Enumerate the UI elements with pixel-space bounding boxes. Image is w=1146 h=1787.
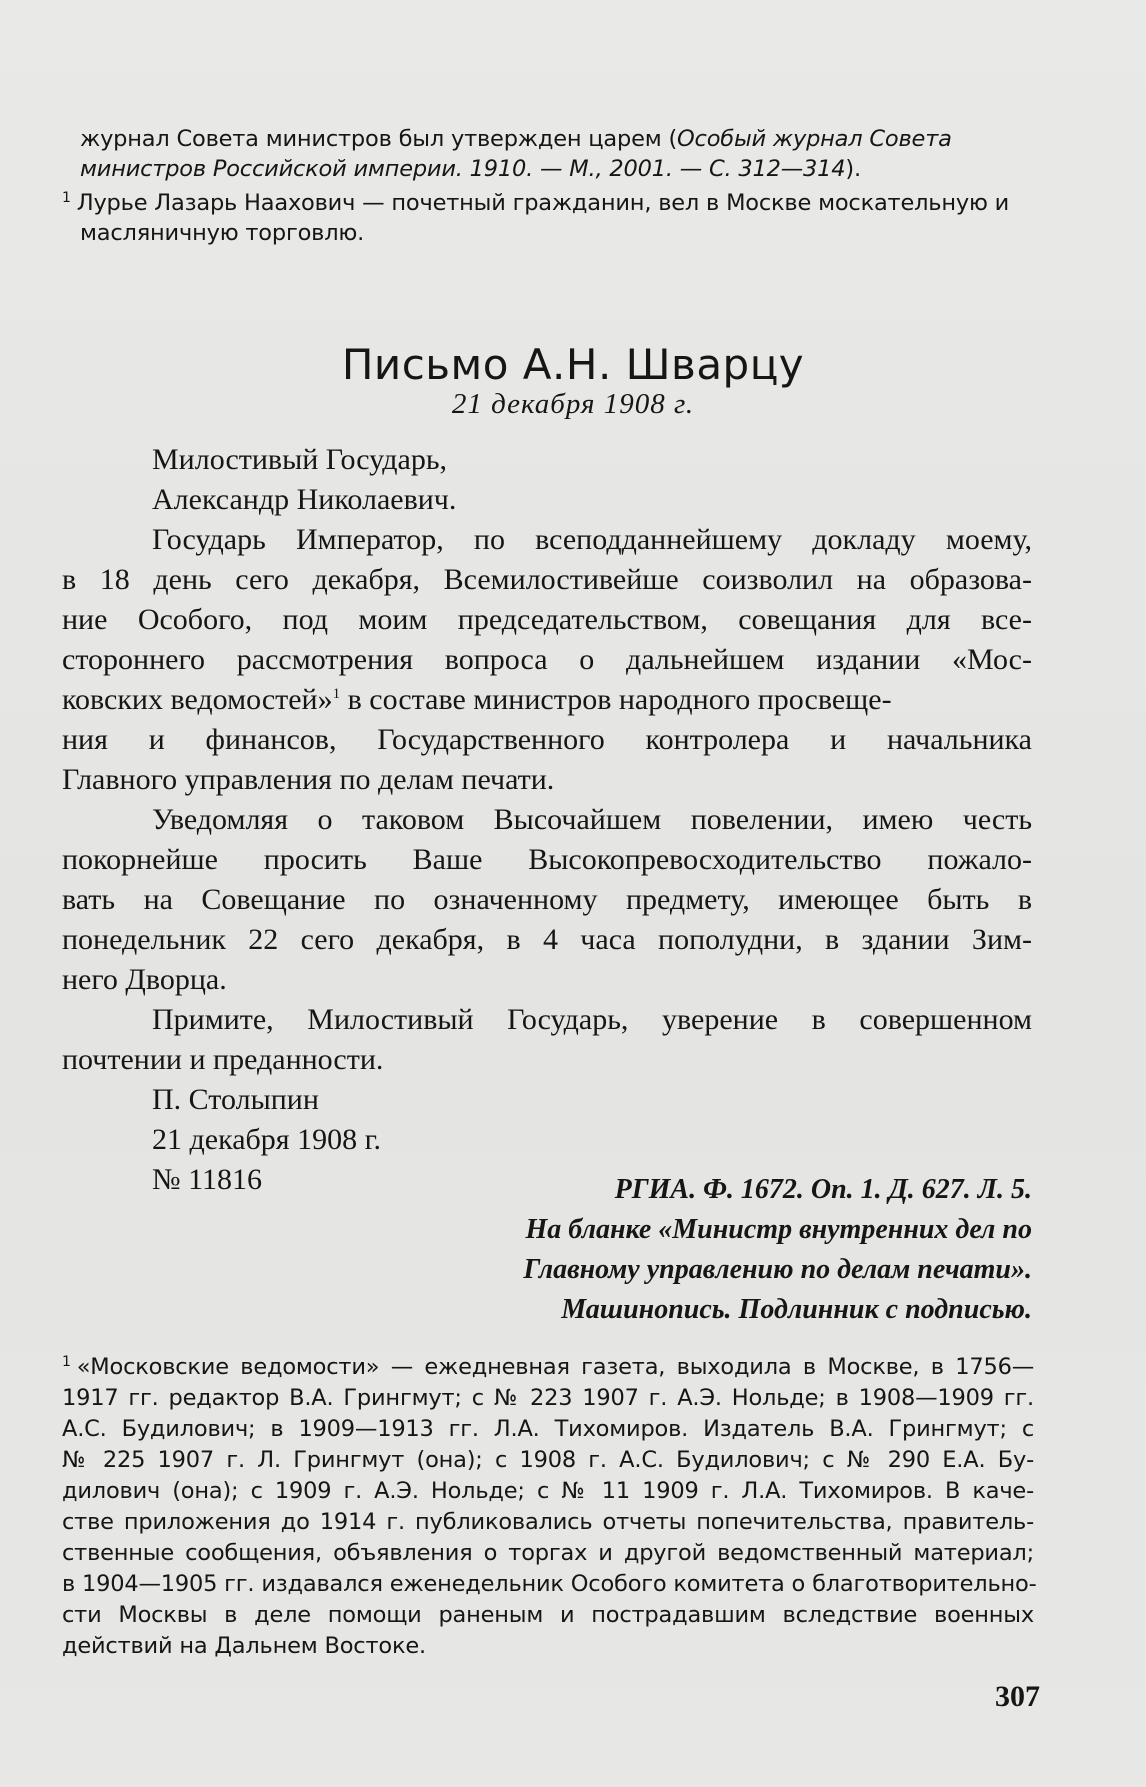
footnote-mark: 1 bbox=[62, 189, 71, 206]
footnote-lurie bbox=[62, 188, 1034, 248]
footnote-line: ственные сообщения, объявления о торгах и другой ведомственный материал; bbox=[62, 1540, 1034, 1566]
body-line: стороннего рассмотрения вопроса о дальнейшем издании «Мос- bbox=[62, 643, 1032, 676]
document-number: № 11816 bbox=[152, 1163, 263, 1196]
footnote-line: № 225 1907 г. Л. Грингмут (она); с 1908 г. А.С. Будилович; с № 290 Е.А. Бу- bbox=[62, 1447, 1034, 1473]
letter-body bbox=[62, 440, 1032, 1200]
footnote-moskovskie-vedomosti bbox=[62, 1352, 1037, 1662]
salutation: Милостивый Государь, bbox=[152, 443, 448, 476]
footnote-line bbox=[62, 188, 1034, 218]
signature-date: 21 декабря 1908 г. bbox=[152, 1123, 381, 1156]
archival-source bbox=[300, 1170, 1032, 1330]
body-line: него Дворца. bbox=[62, 963, 227, 996]
body-line: ния и финансов, Государственного контролера и начальника bbox=[62, 723, 1032, 756]
letterhead-note: На бланке «Министр внутренних дел по bbox=[525, 1214, 1032, 1245]
signature: П. Столыпин bbox=[152, 1083, 319, 1116]
body-line: ние Особого, под моим председательством, совещания для все- bbox=[62, 603, 1032, 636]
body-line: Главного управления по делам печати. bbox=[62, 763, 555, 796]
footnote-line: сти Москвы в деле помощи раненым и пострадавшим вследствие военных bbox=[62, 1602, 1034, 1628]
footnote-line: в 1904—1905 гг. издавался еженедельник Особого комитета о благотворительно- bbox=[62, 1571, 1037, 1597]
continued-footnote bbox=[80, 124, 1030, 184]
body-line: Уведомляя о таковом Высочайшем повелении, имею честь bbox=[152, 803, 1032, 836]
body-line: в 18 день сего декабря, Всемилостивейше соизволил на образова- bbox=[62, 563, 1032, 596]
document-type: Машинопись. Подлинник с подписью. bbox=[561, 1294, 1032, 1325]
letterhead-note: Главному управлению по делам печати». bbox=[523, 1254, 1032, 1285]
footnote-line: действий на Дальнем Востоке. bbox=[62, 1633, 426, 1659]
footnote-text: масляничную торговлю. bbox=[80, 220, 365, 246]
footnote-line: стве приложения до 1914 г. публиковались отчеты попечительства, правитель- bbox=[62, 1509, 1034, 1535]
footnote-citation: Особый журнал Совета bbox=[677, 126, 952, 152]
newspaper-name: ковских ведомостей» bbox=[62, 683, 333, 716]
footnote-citation: министров Российской империи. 1910. — М., 2001. — С. 312—314 bbox=[80, 156, 846, 182]
footnote-reference: 1 bbox=[332, 686, 341, 702]
body-line: почтении и преданности. bbox=[62, 1043, 384, 1076]
footnote-line bbox=[80, 124, 1030, 154]
footnote-line: А.С. Будилович; в 1909—1913 гг. Л.А. Тихомиров. Издатель В.А. Грингмут; с bbox=[62, 1416, 1034, 1442]
body-line: Государь Император, по всеподданнейшему докладу моему, bbox=[152, 523, 1032, 556]
body-line: покорнейше просить Ваше Высокопревосходительство пожало- bbox=[62, 843, 1032, 876]
footnote-text: журнал Совета министров был утвержден царем ( bbox=[80, 126, 678, 152]
body-line: Примите, Милостивый Государь, уверение в совершенном bbox=[152, 1003, 1032, 1036]
page-number: 307 bbox=[995, 1680, 1040, 1713]
footnote-line: 1917 гг. редактор В.А. Грингмут; с № 223 1907 г. А.Э. Нольде; в 1908—1909 гг. bbox=[62, 1385, 1034, 1411]
archive-reference: РГИА. Ф. 1672. Оп. 1. Д. 627. Л. 5. bbox=[614, 1174, 1032, 1205]
letter-title: Письмо А.Н. Шварцу bbox=[341, 340, 805, 389]
letter-date: 21 декабря 1908 г. bbox=[451, 388, 695, 420]
salutation: Александр Николаевич. bbox=[152, 483, 457, 516]
footnote-text: Лурье Лазарь Наахович — почетный гражданин, вел в Москве москательную и bbox=[76, 190, 1010, 216]
body-text: в составе министров народного просвеще- bbox=[340, 683, 892, 716]
footnote-line bbox=[62, 1352, 1034, 1383]
footnote-mark: 1 bbox=[62, 1353, 71, 1370]
footnote-line bbox=[80, 154, 1030, 184]
footnote-line: дилович (она); с 1909 г. А.Э. Нольде; с № 11 1909 г. Л.А. Тихомиров. В каче- bbox=[62, 1478, 1034, 1504]
footnote-text: «Московские ведомости» — ежедневная газета, выходила в Москве, в 1756— bbox=[76, 1354, 1034, 1380]
body-line bbox=[62, 680, 1032, 720]
body-line: вать на Совещание по означенному предмету, имеющее быть в bbox=[62, 883, 1032, 916]
footnote-text: ). bbox=[845, 156, 861, 182]
body-line: понедельник 22 сего декабря, в 4 часа пополудни, в здании Зим- bbox=[62, 923, 1032, 956]
